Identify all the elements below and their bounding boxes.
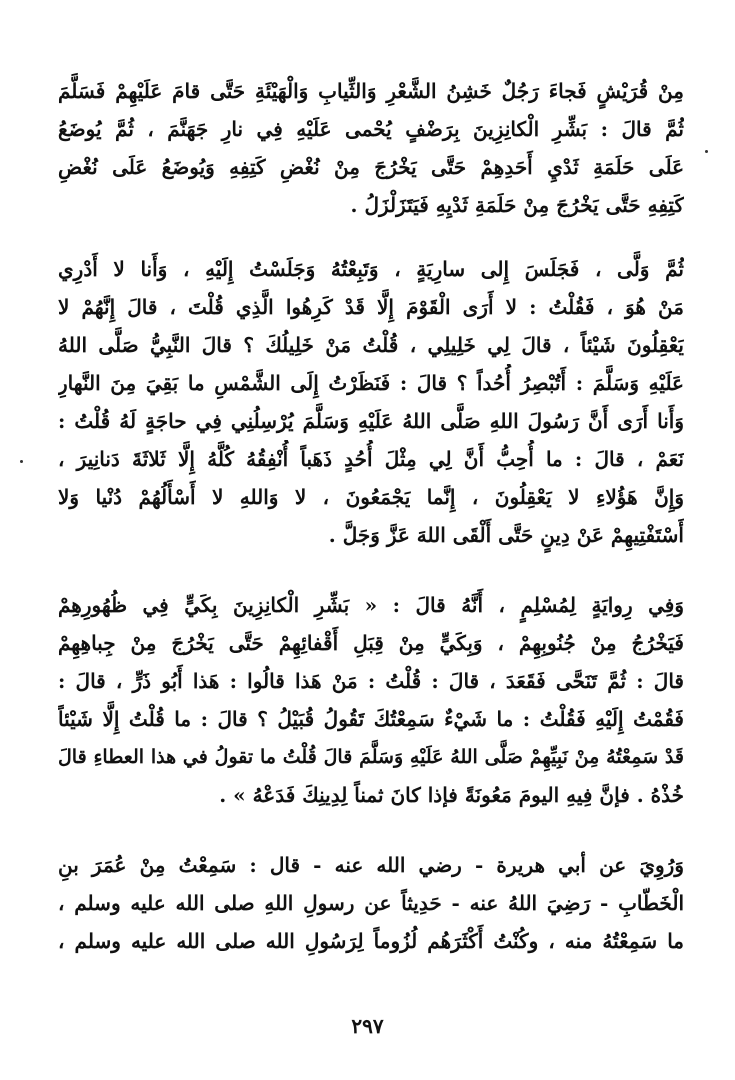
text-line: عَلَيْهِ وَسَلَّمَ : أَتُبْصِرُ أُحُداً ؟ قالَ : فَنَظَرْتُ إِلَى الشَّمْسِ ما بَقِيَ مِنَ النَّهارِ — [58, 371, 684, 395]
scan-speck-decoration — [705, 150, 708, 153]
text-line: وَفِي رِوايَةٍ لِمُسْلِمٍ ، أَنَّهُ قالَ : « بَشِّرِ الْكانِزِينَ بِكَيٍّ فِي ظُهُورِهِمْ — [58, 593, 684, 617]
text-line: وَأَنا أَرَى أَنَّ رَسُولَ اللهِ صَلَّى اللهُ عَلَيْهِ وَسَلَّمَ يُرْسِلُنِي فِي حاجَةٍ لَهُ قُلْتُ : — [58, 409, 684, 433]
page-number: ٢٩٧ — [351, 1014, 384, 1038]
text-line: فَقُمْتُ إِلَيْهِ فَقُلْتُ : ما شَيْءٌ سَمِعْتُكَ تَقُولُ قُبَيْلُ ؟ قالَ : ما قُلْتُ إِلَّا شَيْئاً — [58, 707, 684, 731]
text-line: قالَ : ثُمَّ تَنَحَّى فَقَعَدَ ، قالَ : قُلْتُ : مَنْ هَذا قالُوا : هَذا أَبُو ذَرٍّ ، قالَ : — [58, 669, 684, 693]
paragraph-1 — [58, 72, 684, 224]
text-line: ثُمَّ وَلَّى ، فَجَلَسَ إِلى سارِيَةٍ ، وَتَبِعْتُهُ وَجَلَسْتُ إِلَيْهِ ، وَأَنا لا أَدْرِي — [58, 257, 684, 281]
text-line: خُذْهُ . فإنَّ فِيهِ اليومَ مَعُونَةً فإذا كانَ ثمناً لِدِينِكَ فَدَعْهُ » . — [219, 783, 684, 807]
text-line: وَإِنَّ هَؤُلاءِ لا يَعْقِلُونَ ، إِنَّما يَجْمَعُونَ ، لا وَاللهِ لا أَسْأَلُهُمْ دُنْيا وَلا — [58, 485, 684, 509]
text-line: عَلَى حَلَمَةِ ثَدْيِ أَحَدِهِمْ حَتَّى يَخْرُجَ مِنْ نُغْضِ كَتِفِهِ وَيُوضَعُ عَلَى نُغْضِ — [58, 155, 684, 179]
text-line: ما سَمِعْتُهُ منه ، وكُنْتُ أَكْثَرَهُم لُزُوماً لِرَسُولِ الله صلى الله عليه وسلم ، — [58, 929, 684, 953]
text-line: قَدْ سَمِعْتُهُ مِنْ نَبِيِّهِمْ صَلَّى اللهُ عَلَيْهِ وَسَلَّمَ قالَ قُلْتُ ما تقولُ في هذا العطاءِ قالَ — [58, 746, 684, 768]
text-line: مَنْ هُوَ ، فَقُلْتُ : لا أَرَى الْقَوْمَ إِلَّا قَدْ كَرِهُوا الَّذِي قُلْتَ ، قالَ إِنَّهُمْ لا — [58, 295, 684, 319]
text-line: نَعَمْ ، قالَ : ما أُحِبُّ أَنَّ لِي مِثْلَ أُحُدٍ ذَهَباً أُنْفِقُهُ كُلَّهُ إِلَّا ثَلاثَةَ دَنانِيرَ ، — [58, 447, 684, 471]
text-line: أَسْتَفْتِيهِمْ عَنْ دِينٍ حَتَّى أَلْقَى اللهَ عَزَّ وَجَلَّ . — [328, 523, 684, 547]
paragraph-4 — [58, 846, 684, 960]
text-line: ثُمَّ قالَ : بَشِّرِ الْكانِزِينَ بِرَضْفٍ يُحْمى عَلَيْهِ فِي نارِ جَهَنَّمَ ، ثُمَّ يُوضَعُ — [58, 117, 684, 141]
paragraph-3 — [58, 586, 684, 814]
text-line: مِنْ قُرَيْشٍ فَجاءَ رَجُلٌ خَشِنُ الشَّعْرِ وَالثِّيابِ وَالْهَيْئَةِ حَتَّى قامَ عَلَيْهِمْ فَسَلَّمَ — [58, 79, 684, 103]
paragraph-2 — [58, 250, 684, 554]
text-line: فَيَخْرُجُ مِنْ جُنُوبِهِمْ ، وَبِكَيٍّ مِنْ قِبَلِ أَقْفائِهِمْ حَتَّى يَخْرُجَ مِنْ جِباهِهِمْ — [58, 631, 684, 655]
text-line: يَعْقِلُونَ شَيْئاً ، قالَ لِي خَلِيلِي ، قُلْتُ مَنْ خَلِيلُكَ ؟ قالَ النَّبِيُّ صَلَّى اللهُ — [58, 333, 684, 357]
text-line: كَتِفِهِ حَتَّى يَخْرُجَ مِنْ حَلَمَةِ ثَدْيِهِ فَيَتَزَلْزَلُ . — [350, 193, 684, 217]
scan-speck-decoration — [20, 460, 23, 463]
text-line: الْخَطّابِ - رَضِيَ اللهُ عنه - حَدِيثاً عن رسولِ اللهِ صلى الله عليه وسلم ، — [58, 891, 684, 915]
text-line: وَرُوِيَ عن أبي هريرة - رضي الله عنه - قال : سَمِعْتُ مِنْ عُمَرَ بنِ — [58, 853, 684, 877]
